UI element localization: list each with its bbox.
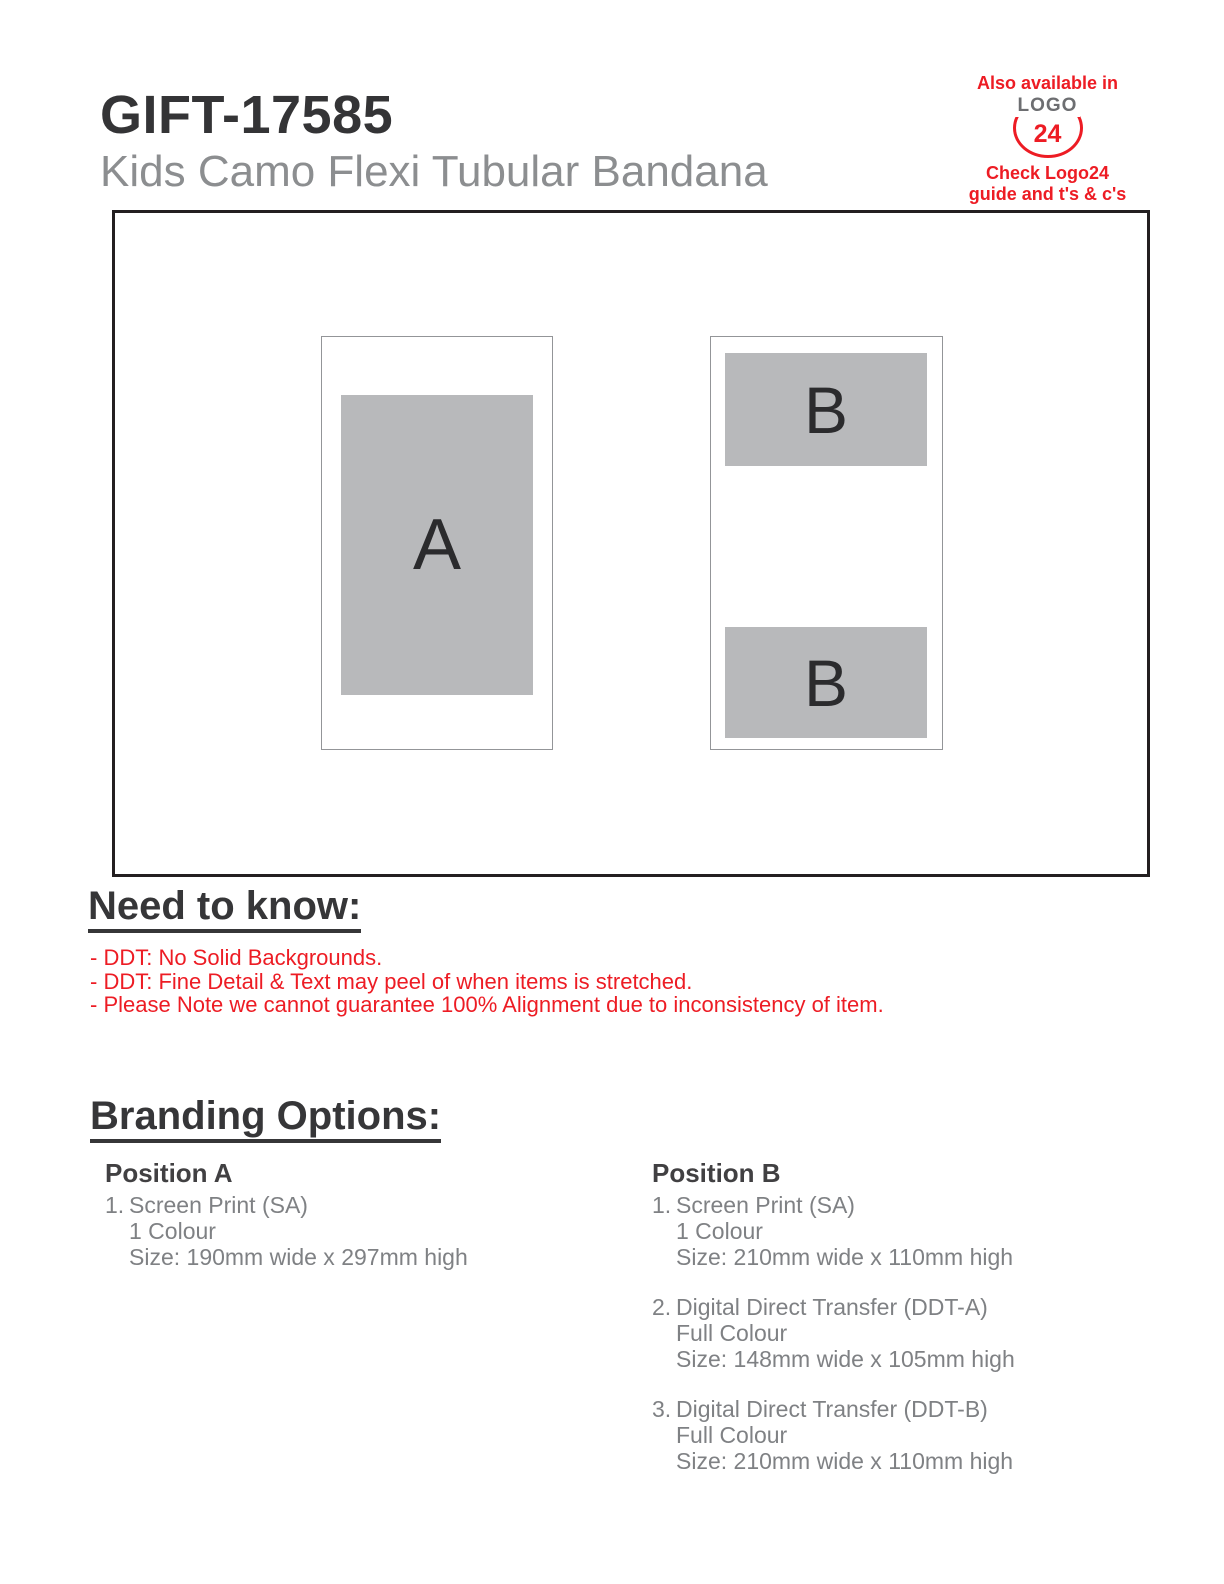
print-area-b-top-label: B — [803, 372, 849, 447]
print-area-a-label: A — [412, 505, 462, 585]
note-line: - DDT: No Solid Backgrounds. — [90, 945, 383, 970]
option-details — [676, 1396, 1152, 1474]
option-size: Size: 190mm wide x 297mm high — [129, 1244, 468, 1270]
print-area-a — [341, 395, 533, 695]
bandana-outline-front — [321, 336, 553, 750]
print-area-b-top — [725, 353, 927, 466]
logo24-check-text: Check Logo24 — [985, 163, 1110, 183]
position-a-title: Position A — [105, 1158, 233, 1188]
option-size: Size: 148mm wide x 105mm high — [676, 1346, 1015, 1372]
logo24-number: 24 — [1033, 120, 1062, 148]
logo24-available-text: Also available in — [976, 73, 1119, 93]
option-size: Size: 210mm wide x 110mm high — [676, 1244, 1014, 1270]
branding-diagram-box — [112, 210, 1150, 877]
need-to-know-heading: Need to know: — [88, 884, 361, 933]
logo24-icon — [1009, 96, 1087, 160]
option-method: Screen Print (SA) — [676, 1192, 855, 1218]
option-number: 2. — [652, 1294, 672, 1320]
option-number: 1. — [652, 1192, 672, 1218]
option-details — [676, 1294, 1152, 1372]
product-code-title: GIFT-17585 — [100, 85, 394, 145]
position-b-title: Position B — [652, 1158, 781, 1188]
option-method: Digital Direct Transfer (DDT-A) — [676, 1294, 988, 1320]
branding-options-heading: Branding Options: — [90, 1094, 441, 1143]
option-colour: 1 Colour — [129, 1218, 216, 1244]
option-number: 1. — [105, 1192, 125, 1218]
option-method: Screen Print (SA) — [129, 1192, 308, 1218]
option-colour: Full Colour — [676, 1320, 788, 1346]
branding-option — [652, 1396, 1152, 1474]
position-a-column — [105, 1158, 585, 1294]
branding-option — [652, 1294, 1152, 1372]
note-line: - DDT: Fine Detail & Text may peel of when items is stretched. — [90, 968, 693, 994]
logo24-word: LOGO — [1015, 95, 1081, 117]
bandana-outline-back — [710, 336, 943, 750]
branding-option — [652, 1192, 1152, 1270]
option-colour: Full Colour — [676, 1422, 788, 1448]
need-to-know-notes — [90, 946, 884, 1017]
option-colour: 1 Colour — [676, 1218, 763, 1244]
logo24-availability-block — [950, 72, 1145, 205]
option-details — [129, 1192, 585, 1270]
option-number: 3. — [652, 1396, 672, 1422]
branding-option — [105, 1192, 585, 1270]
option-size: Size: 210mm wide x 110mm high — [676, 1448, 1014, 1474]
print-area-b-bottom — [725, 627, 927, 738]
product-name-subtitle: Kids Camo Flexi Tubular Bandana — [100, 147, 768, 196]
option-method: Digital Direct Transfer (DDT-B) — [676, 1396, 988, 1422]
option-details — [676, 1192, 1152, 1270]
print-area-b-bottom-label: B — [803, 645, 849, 720]
position-b-column — [652, 1158, 1152, 1498]
logo24-guide-text: guide and t's & c's — [968, 184, 1127, 204]
note-line: - Please Note we cannot guarantee 100% Alignment due to inconsistency of item. — [90, 992, 884, 1017]
